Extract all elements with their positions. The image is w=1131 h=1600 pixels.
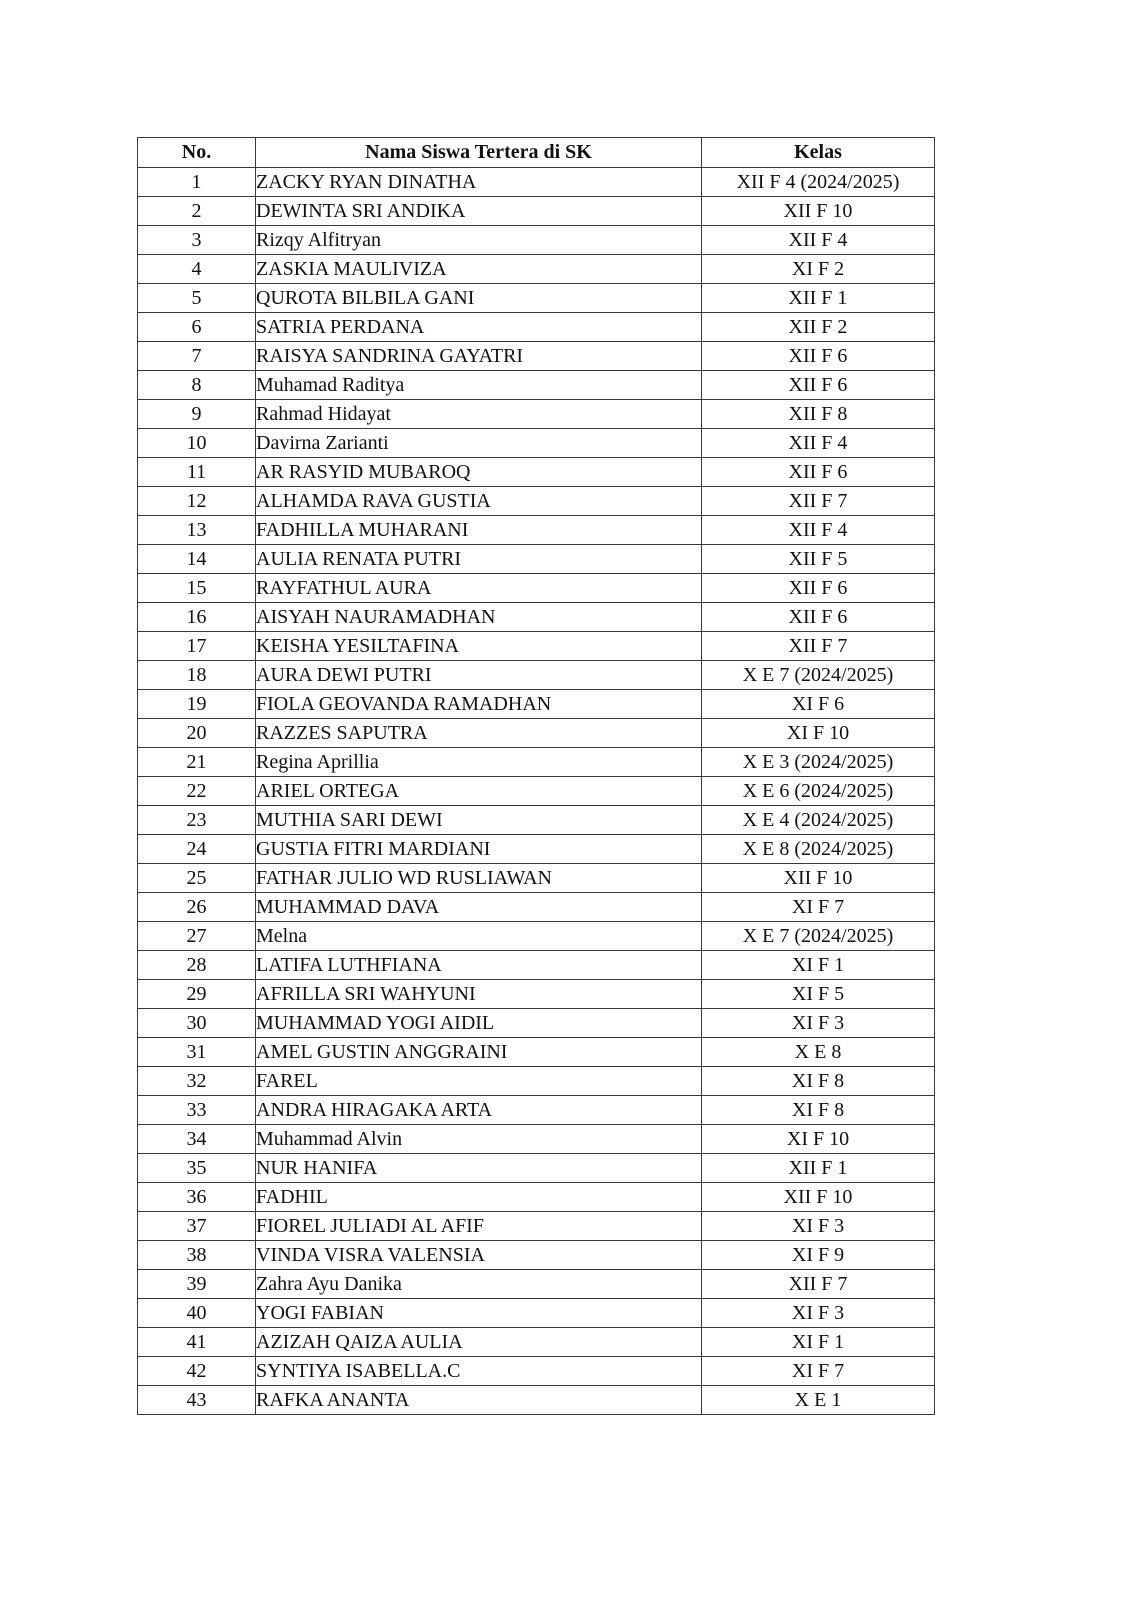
student-name: AMEL GUSTIN ANGGRAINI	[256, 1037, 702, 1066]
row-number: 32	[138, 1066, 256, 1095]
header-kelas: Kelas	[702, 138, 935, 168]
row-number: 11	[138, 457, 256, 486]
student-class: XII F 8	[702, 399, 935, 428]
table-row	[138, 283, 935, 312]
row-number: 7	[138, 341, 256, 370]
student-name: FATHAR JULIO WD RUSLIAWAN	[256, 863, 702, 892]
student-name: ARIEL ORTEGA	[256, 776, 702, 805]
student-name: FADHIL	[256, 1182, 702, 1211]
table-row	[138, 718, 935, 747]
row-number: 24	[138, 834, 256, 863]
table-row	[138, 602, 935, 631]
student-name: ZACKY RYAN DINATHA	[256, 167, 702, 196]
table-row	[138, 892, 935, 921]
student-name: AZIZAH QAIZA AULIA	[256, 1327, 702, 1356]
student-class: XII F 7	[702, 486, 935, 515]
row-number: 25	[138, 863, 256, 892]
row-number: 26	[138, 892, 256, 921]
table-body	[138, 167, 935, 1414]
student-class: X E 8	[702, 1037, 935, 1066]
student-class: XI F 10	[702, 1124, 935, 1153]
table-row	[138, 631, 935, 660]
table-row	[138, 805, 935, 834]
table-row	[138, 1066, 935, 1095]
table-row	[138, 1240, 935, 1269]
student-name: SYNTIYA ISABELLA.C	[256, 1356, 702, 1385]
row-number: 38	[138, 1240, 256, 1269]
student-class: XI F 9	[702, 1240, 935, 1269]
row-number: 22	[138, 776, 256, 805]
student-name: ANDRA HIRAGAKA ARTA	[256, 1095, 702, 1124]
student-class: XI F 3	[702, 1211, 935, 1240]
student-name: KEISHA YESILTAFINA	[256, 631, 702, 660]
student-name: FAREL	[256, 1066, 702, 1095]
student-class: X E 7 (2024/2025)	[702, 660, 935, 689]
table-header-row	[138, 138, 935, 168]
table-row	[138, 1008, 935, 1037]
student-class: XI F 7	[702, 1356, 935, 1385]
student-class: XI F 1	[702, 950, 935, 979]
student-class: XII F 6	[702, 341, 935, 370]
student-class: XI F 2	[702, 254, 935, 283]
table-row	[138, 225, 935, 254]
row-number: 2	[138, 196, 256, 225]
table-row	[138, 312, 935, 341]
table-row	[138, 1327, 935, 1356]
student-class: X E 7 (2024/2025)	[702, 921, 935, 950]
row-number: 8	[138, 370, 256, 399]
table-row	[138, 747, 935, 776]
student-name: Muhammad Alvin	[256, 1124, 702, 1153]
student-name: Melna	[256, 921, 702, 950]
table-row	[138, 921, 935, 950]
student-class: XI F 6	[702, 689, 935, 718]
student-class: XII F 6	[702, 573, 935, 602]
table-row	[138, 660, 935, 689]
student-class: XII F 4 (2024/2025)	[702, 167, 935, 196]
student-name: MUHAMMAD DAVA	[256, 892, 702, 921]
student-class: XI F 10	[702, 718, 935, 747]
student-class: XII F 5	[702, 544, 935, 573]
table-row	[138, 1356, 935, 1385]
student-name: RAISYA SANDRINA GAYATRI	[256, 341, 702, 370]
row-number: 5	[138, 283, 256, 312]
student-class: XII F 4	[702, 515, 935, 544]
row-number: 36	[138, 1182, 256, 1211]
student-class: XII F 6	[702, 370, 935, 399]
student-class: XI F 3	[702, 1008, 935, 1037]
row-number: 28	[138, 950, 256, 979]
student-class: XI F 8	[702, 1066, 935, 1095]
student-name: AULIA RENATA PUTRI	[256, 544, 702, 573]
table-row	[138, 428, 935, 457]
row-number: 12	[138, 486, 256, 515]
student-class: XI F 5	[702, 979, 935, 1008]
student-class: XII F 10	[702, 1182, 935, 1211]
row-number: 23	[138, 805, 256, 834]
student-name: MUHAMMAD YOGI AIDIL	[256, 1008, 702, 1037]
row-number: 37	[138, 1211, 256, 1240]
table-row	[138, 1269, 935, 1298]
table-row	[138, 1298, 935, 1327]
student-name: AFRILLA SRI WAHYUNI	[256, 979, 702, 1008]
student-class: XII F 10	[702, 196, 935, 225]
row-number: 39	[138, 1269, 256, 1298]
student-name: Davirna Zarianti	[256, 428, 702, 457]
student-table	[137, 137, 935, 1415]
row-number: 40	[138, 1298, 256, 1327]
row-number: 35	[138, 1153, 256, 1182]
student-class: XII F 1	[702, 283, 935, 312]
table-row	[138, 341, 935, 370]
table-row	[138, 399, 935, 428]
row-number: 10	[138, 428, 256, 457]
table-row	[138, 1211, 935, 1240]
row-number: 20	[138, 718, 256, 747]
table-row	[138, 1037, 935, 1066]
student-class: XII F 1	[702, 1153, 935, 1182]
student-class: X E 1	[702, 1385, 935, 1414]
table-row	[138, 950, 935, 979]
row-number: 29	[138, 979, 256, 1008]
table-row	[138, 776, 935, 805]
student-class: XII F 4	[702, 225, 935, 254]
row-number: 4	[138, 254, 256, 283]
student-class: XII F 2	[702, 312, 935, 341]
row-number: 42	[138, 1356, 256, 1385]
student-name: AR RASYID MUBAROQ	[256, 457, 702, 486]
row-number: 17	[138, 631, 256, 660]
student-class: XI F 3	[702, 1298, 935, 1327]
row-number: 27	[138, 921, 256, 950]
table-row	[138, 979, 935, 1008]
student-class: X E 3 (2024/2025)	[702, 747, 935, 776]
student-name: FIOLA GEOVANDA RAMADHAN	[256, 689, 702, 718]
student-name: MUTHIA SARI DEWI	[256, 805, 702, 834]
student-name: FIOREL JULIADI AL AFIF	[256, 1211, 702, 1240]
student-name: RAYFATHUL AURA	[256, 573, 702, 602]
table-row	[138, 370, 935, 399]
student-class: XI F 8	[702, 1095, 935, 1124]
header-no: No.	[138, 138, 256, 168]
row-number: 14	[138, 544, 256, 573]
table-row	[138, 1385, 935, 1414]
table-row	[138, 515, 935, 544]
table-row	[138, 196, 935, 225]
table-row	[138, 1153, 935, 1182]
row-number: 43	[138, 1385, 256, 1414]
table-row	[138, 834, 935, 863]
student-class: XII F 6	[702, 457, 935, 486]
table-row	[138, 486, 935, 515]
student-name: AISYAH NAURAMADHAN	[256, 602, 702, 631]
table-row	[138, 457, 935, 486]
row-number: 19	[138, 689, 256, 718]
student-class: X E 6 (2024/2025)	[702, 776, 935, 805]
student-name: YOGI FABIAN	[256, 1298, 702, 1327]
student-name: ZASKIA MAULIVIZA	[256, 254, 702, 283]
student-name: DEWINTA SRI ANDIKA	[256, 196, 702, 225]
header-name: Nama Siswa Tertera di SK	[256, 138, 702, 168]
student-class: XII F 4	[702, 428, 935, 457]
student-class: XII F 6	[702, 602, 935, 631]
row-number: 34	[138, 1124, 256, 1153]
student-name: Regina Aprillia	[256, 747, 702, 776]
student-name: NUR HANIFA	[256, 1153, 702, 1182]
row-number: 16	[138, 602, 256, 631]
table-row	[138, 254, 935, 283]
student-class: XI F 7	[702, 892, 935, 921]
table-row	[138, 573, 935, 602]
table-row	[138, 1124, 935, 1153]
table-row	[138, 1182, 935, 1211]
row-number: 33	[138, 1095, 256, 1124]
student-class: X E 4 (2024/2025)	[702, 805, 935, 834]
student-name: LATIFA LUTHFIANA	[256, 950, 702, 979]
table-row	[138, 167, 935, 196]
student-name: RAZZES SAPUTRA	[256, 718, 702, 747]
student-name: Rahmad Hidayat	[256, 399, 702, 428]
table-row	[138, 689, 935, 718]
student-name: VINDA VISRA VALENSIA	[256, 1240, 702, 1269]
student-name: FADHILLA MUHARANI	[256, 515, 702, 544]
row-number: 15	[138, 573, 256, 602]
student-class: XI F 1	[702, 1327, 935, 1356]
row-number: 1	[138, 167, 256, 196]
student-name: Muhamad Raditya	[256, 370, 702, 399]
student-class: X E 8 (2024/2025)	[702, 834, 935, 863]
student-name: Zahra Ayu Danika	[256, 1269, 702, 1298]
row-number: 31	[138, 1037, 256, 1066]
row-number: 3	[138, 225, 256, 254]
table-row	[138, 544, 935, 573]
student-name: QUROTA BILBILA GANI	[256, 283, 702, 312]
row-number: 30	[138, 1008, 256, 1037]
table-row	[138, 1095, 935, 1124]
student-name: AURA DEWI PUTRI	[256, 660, 702, 689]
student-name: Rizqy Alfitryan	[256, 225, 702, 254]
row-number: 9	[138, 399, 256, 428]
student-name: RAFKA ANANTA	[256, 1385, 702, 1414]
student-name: ALHAMDA RAVA GUSTIA	[256, 486, 702, 515]
student-class: XII F 7	[702, 631, 935, 660]
row-number: 41	[138, 1327, 256, 1356]
row-number: 21	[138, 747, 256, 776]
row-number: 13	[138, 515, 256, 544]
student-class: XII F 10	[702, 863, 935, 892]
row-number: 6	[138, 312, 256, 341]
student-class: XII F 7	[702, 1269, 935, 1298]
table-row	[138, 863, 935, 892]
student-name: GUSTIA FITRI MARDIANI	[256, 834, 702, 863]
row-number: 18	[138, 660, 256, 689]
student-name: SATRIA PERDANA	[256, 312, 702, 341]
